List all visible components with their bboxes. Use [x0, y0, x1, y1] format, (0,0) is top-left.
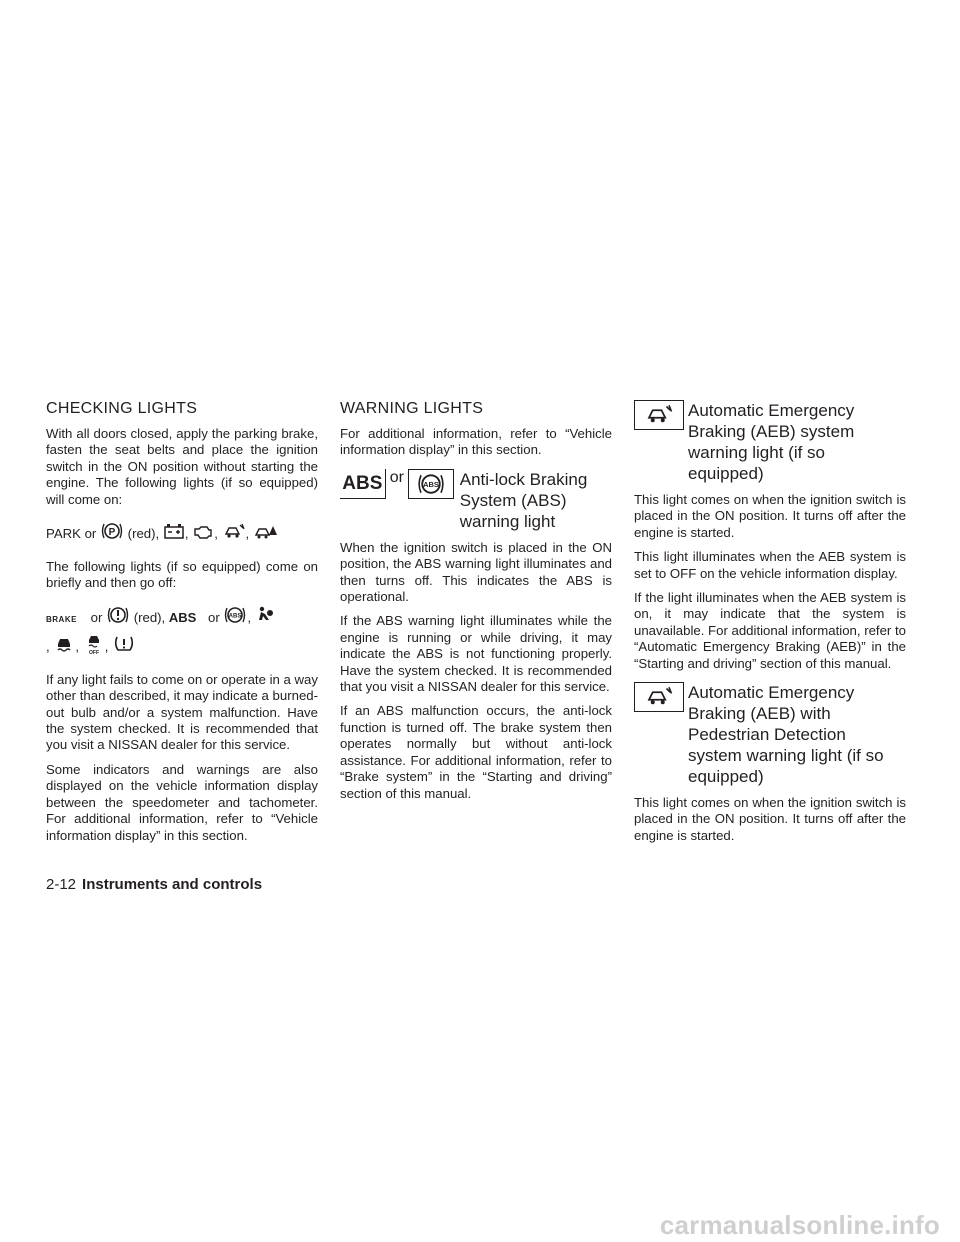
- watermark: carmanualsonline.info: [659, 1210, 940, 1240]
- checking-lights-column: [46, 400, 318, 852]
- or-abs: or: [389, 468, 404, 486]
- or-2: or: [208, 609, 220, 625]
- aeb-pedestrian-subheading: [634, 682, 906, 787]
- comma-6: ,: [75, 638, 80, 654]
- svg-text:ABS: ABS: [422, 479, 439, 489]
- checking-lights-heading: CHECKING LIGHTS: [46, 400, 198, 417]
- abs-box-text: ABS: [342, 472, 383, 494]
- park-prefix: PARK or: [46, 526, 97, 542]
- briefly-lights-intro: The following lights (if so equipped) come on briefly and then go off:: [46, 559, 318, 591]
- engine-icon: [192, 522, 214, 547]
- warning-lights-intro: For additional information, refer to “Vehicle information display” in this section.: [340, 426, 612, 458]
- aeb-unavailable-paragraph: If the light illuminates when the AEB system is on, it may indicate that the system is unavailable. For additional information, refer to “Automatic Emergency Braking (AEB)” in the “Starting and driving” section of this manual.: [634, 590, 906, 671]
- brief-lights-line-2: [46, 633, 318, 662]
- comma-3: ,: [245, 526, 250, 542]
- svg-text:ABS: ABS: [229, 613, 242, 620]
- indicators-display-paragraph: Some indicators and warnings are also displayed on the vehicle information display between the speedometer and tachometer. For additional information, refer to “Vehicle information display” in this section.: [46, 761, 318, 843]
- brake-exclamation-icon: [106, 604, 130, 633]
- red-label-1: (red),: [127, 526, 160, 542]
- checking-lights-intro: With all doors closed, apply the parking brake, fasten the seat belts and place the ignition switch in the ON position without starting the engine. The following lights (if so equipped) will come on:: [46, 426, 318, 507]
- abs-malfunction-paragraph: If an ABS malfunction occurs, the anti-lock function is turned off. The brake system then operates normally but without anti-lock assistance. For additional information, refer to “Brake system” in the “Starting and driving” section of this manual.: [340, 703, 612, 801]
- warning-lights-heading: WARNING LIGHTS: [340, 400, 484, 417]
- page-number: 2-12: [46, 876, 77, 893]
- comma-4: ,: [247, 609, 252, 625]
- park-lights-line: [46, 520, 318, 549]
- comma-5: ,: [46, 638, 50, 654]
- aeb-pedestrian-title: Automatic Emergency Braking (AEB) with Pedestrian Detection system warning light (if so equipped): [688, 683, 884, 787]
- vdc-off-icon: [83, 633, 105, 662]
- vdc-skid-icon: [53, 634, 75, 661]
- light-fail-paragraph: If any light fails to come on or operate in a way other than described, it may indicate a burned-out bulb and/or a system malfunction. Have the system checked. It is recommended that you visit a NISSAN dealer for this service.: [46, 671, 318, 753]
- warning-lights-column: [340, 400, 612, 810]
- comma-2: ,: [214, 526, 218, 542]
- abs-circle-box-icon: [408, 469, 454, 499]
- aeb-pedestrian-box-icon: [634, 682, 684, 712]
- aeb-off-paragraph: This light illuminates when the AEB system is set to OFF on the vehicle information display.: [634, 549, 906, 581]
- tire-pressure-icon: [112, 634, 136, 661]
- abs-circle-icon: [223, 604, 247, 633]
- abs-on-paragraph: When the ignition switch is placed in the ON position, the ABS warning light illuminates and then turns off. This indicates the ABS is operational.: [340, 539, 612, 605]
- battery-icon: [163, 522, 185, 547]
- section-name: Instruments and controls: [82, 876, 263, 893]
- abs-warning-title: Anti-lock Braking System (ABS) warning light: [459, 469, 588, 531]
- abs-box-icon: [340, 469, 386, 499]
- aeb-box-icon: [634, 400, 684, 430]
- aeb-pedestrian-on-paragraph: This light comes on when the ignition switch is placed in the ON position. It turns off after the engine is started.: [634, 795, 906, 843]
- red-label-2: (red),: [133, 609, 166, 625]
- aeb-car-icon: [222, 522, 246, 547]
- lane-warning-icon: [253, 522, 279, 547]
- parking-brake-p-icon: [100, 520, 124, 549]
- page-footer: [46, 876, 262, 893]
- brake-icon: BRAKE: [46, 614, 77, 624]
- comma-1: ,: [184, 526, 189, 542]
- aeb-column: [634, 400, 906, 852]
- airbag-icon: [255, 605, 275, 632]
- aeb-on-paragraph: This light comes on when the ignition switch is placed in the ON position. It turns off after the engine is started.: [634, 492, 906, 540]
- brief-lights-line-1: [46, 604, 318, 633]
- svg-text:P: P: [108, 527, 116, 539]
- abs-warning-subheading: [340, 469, 612, 532]
- abs-text-icon: ABS: [168, 609, 197, 625]
- or-1: or: [90, 609, 103, 625]
- comma-7: ,: [104, 638, 109, 654]
- aeb-title: Automatic Emergency Braking (AEB) system warning light (if so equipped): [688, 401, 855, 483]
- abs-illuminates-paragraph: If the ABS warning light illuminates while the engine is running or while driving, it may indicate the ABS is not functioning properly. Have the system checked. It is recommended that you visit a NISSAN dealer for this service.: [340, 613, 612, 695]
- aeb-subheading: [634, 400, 906, 484]
- svg-text:OFF: OFF: [88, 649, 99, 655]
